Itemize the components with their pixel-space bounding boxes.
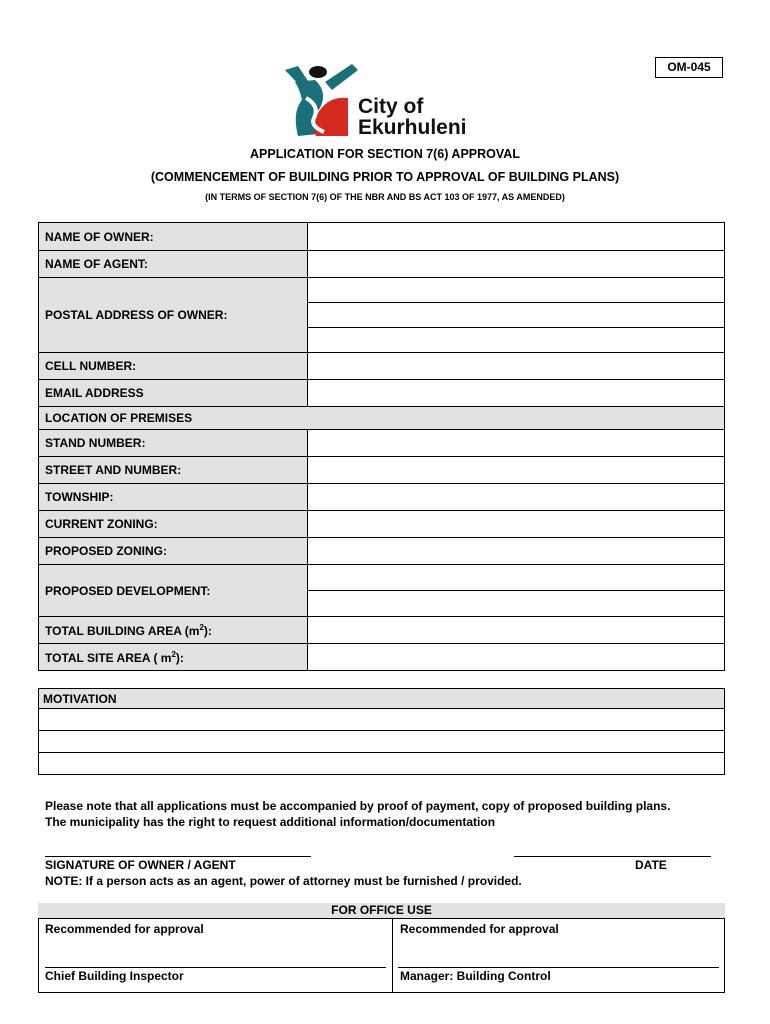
title-sub: (COMMENCEMENT OF BUILDING PRIOR TO APPROVAL OF BUILDING PLANS) — [150, 170, 620, 184]
office-use-divider — [392, 918, 393, 993]
agent-note: NOTE: If a person acts as an agent, power of attorney must be furnished / provided. — [45, 874, 522, 888]
street-field[interactable] — [308, 457, 725, 484]
township-field[interactable] — [308, 484, 725, 511]
office-use-header: FOR OFFICE USE — [38, 903, 725, 919]
site-area-suffix: ): — [175, 650, 184, 665]
site-area-sup: 2 — [171, 649, 176, 659]
owner-name-label: NAME OF OWNER: — [39, 223, 308, 251]
site-area-field[interactable] — [308, 644, 725, 671]
motivation-table — [38, 688, 725, 775]
email-label: EMAIL ADDRESS — [39, 380, 308, 407]
logo-line1: City of — [358, 95, 424, 118]
current-zoning-label: CURRENT ZONING: — [39, 511, 308, 538]
proposed-zoning-field[interactable] — [308, 538, 725, 565]
manager-label: Manager: Building Control — [400, 969, 551, 983]
cell-number-field[interactable] — [308, 353, 725, 380]
postal-address-field-1[interactable] — [308, 278, 725, 303]
motivation-header: MOTIVATION — [39, 689, 725, 709]
office-right-recommend: Recommended for approval — [400, 922, 559, 936]
logo-line2: Ekurhuleni — [358, 116, 467, 139]
owner-signature-label: SIGNATURE OF OWNER / AGENT — [45, 858, 236, 872]
stand-number-label: STAND NUMBER: — [39, 430, 308, 457]
title-legal: (IN TERMS OF SECTION 7(6) OF THE NBR AND BS ACT 103 OF 1977, AS AMENDED) — [205, 192, 565, 202]
payment-note: Please note that all applications must be accompanied by proof of payment, copy of proposed building plans. — [45, 799, 671, 813]
form-code: OM-045 — [655, 57, 723, 78]
site-area-text: TOTAL SITE AREA ( m — [45, 650, 172, 665]
logo-wordmark — [358, 96, 467, 138]
township-label: TOWNSHIP: — [39, 484, 308, 511]
logo-right-arm — [325, 64, 358, 90]
agent-name-label: NAME OF AGENT: — [39, 251, 308, 278]
stand-number-field[interactable] — [308, 430, 725, 457]
owner-signature-line[interactable] — [45, 856, 311, 857]
building-area-field[interactable] — [308, 617, 725, 644]
postal-address-label: POSTAL ADDRESS OF OWNER: — [39, 278, 308, 353]
application-form-table — [38, 222, 725, 671]
title-main: APPLICATION FOR SECTION 7(6) APPROVAL — [250, 147, 520, 161]
proposed-development-field-1[interactable] — [308, 565, 725, 591]
motivation-line-1[interactable] — [39, 709, 725, 731]
proposed-development-field-2[interactable] — [308, 591, 725, 617]
street-label: STREET AND NUMBER: — [39, 457, 308, 484]
logo-head — [309, 66, 327, 78]
owner-name-field[interactable] — [308, 223, 725, 251]
email-field[interactable] — [308, 380, 725, 407]
postal-address-field-3[interactable] — [308, 328, 725, 353]
building-area-text: TOTAL BUILDING AREA (m — [45, 623, 200, 638]
cell-number-label: CELL NUMBER: — [39, 353, 308, 380]
building-area-label — [39, 617, 308, 644]
motivation-line-2[interactable] — [39, 731, 725, 753]
proposed-development-label: PROPOSED DEVELOPMENT: — [39, 565, 308, 617]
current-zoning-field[interactable] — [308, 511, 725, 538]
proposed-zoning-label: PROPOSED ZONING: — [39, 538, 308, 565]
manager-signature-line[interactable] — [398, 967, 719, 968]
building-area-suffix: ): — [203, 623, 212, 638]
date-signature-line[interactable] — [514, 856, 711, 857]
municipality-note: The municipality has the right to request additional information/documentation — [45, 815, 496, 829]
building-area-sup: 2 — [199, 622, 204, 632]
agent-name-field[interactable] — [308, 251, 725, 278]
chief-inspector-signature-line[interactable] — [45, 967, 386, 968]
office-left-recommend: Recommended for approval — [45, 922, 204, 936]
location-section-header: LOCATION OF PREMISES — [39, 407, 725, 430]
chief-inspector-label: Chief Building Inspector — [45, 969, 184, 983]
postal-address-field-2[interactable] — [308, 303, 725, 328]
date-label: DATE — [635, 858, 667, 872]
motivation-line-3[interactable] — [39, 753, 725, 775]
site-area-label — [39, 644, 308, 671]
